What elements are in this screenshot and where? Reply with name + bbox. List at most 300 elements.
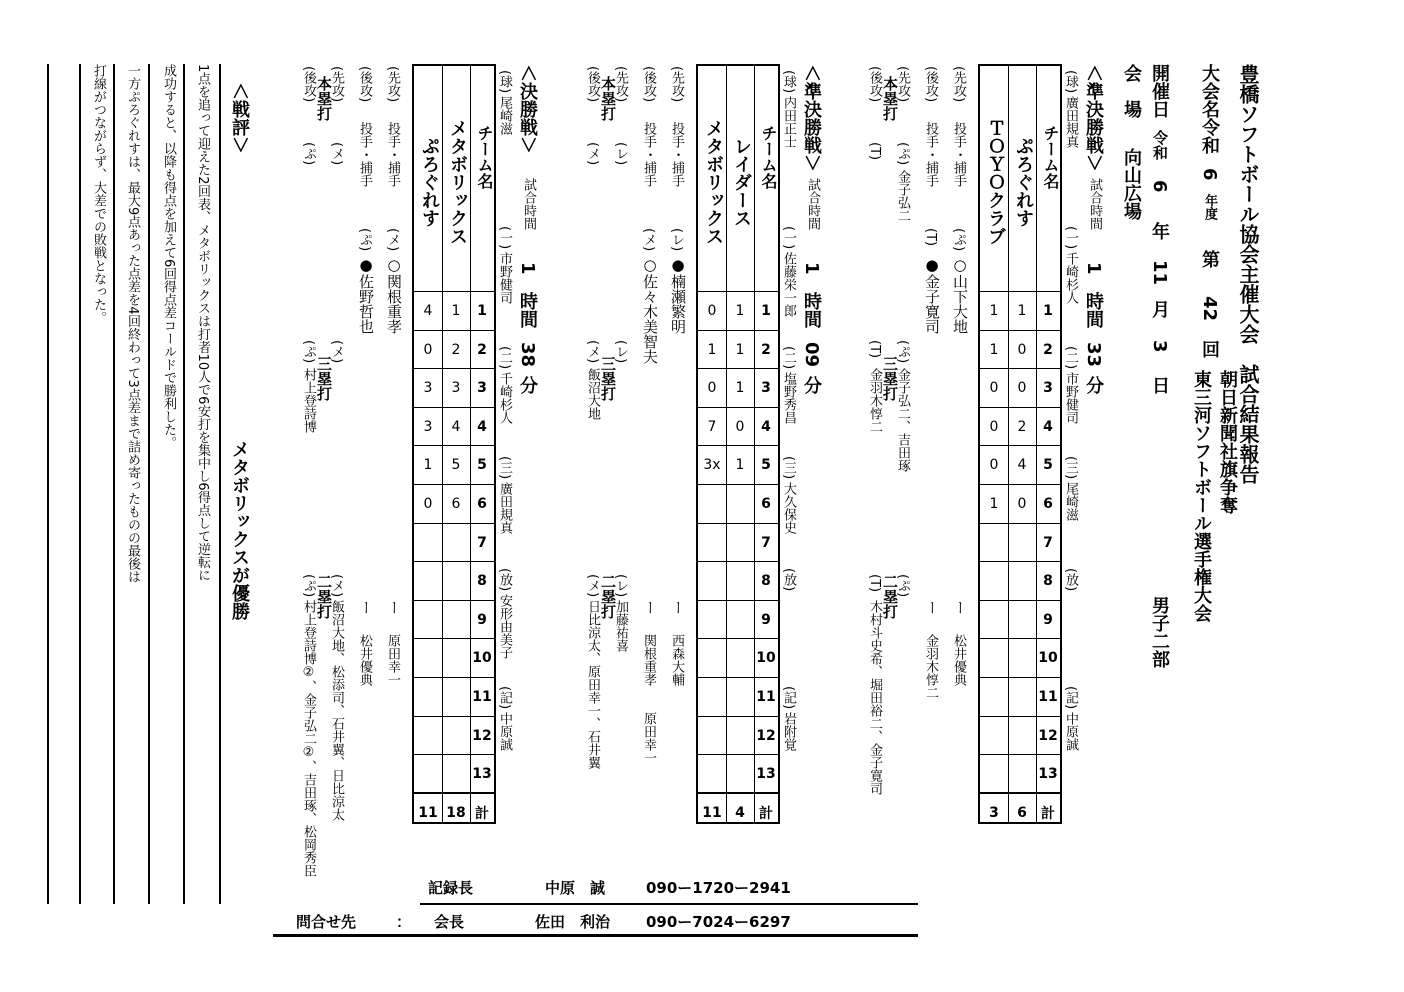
- inning-score: [726, 639, 754, 677]
- total-score: 3: [989, 804, 999, 821]
- umpire-name: 中原誠: [1063, 712, 1078, 751]
- inning-score: [698, 717, 726, 755]
- inning-number: 8: [477, 573, 487, 590]
- event-year: 6: [1199, 168, 1220, 181]
- triple-team: (ぷ): [301, 340, 316, 364]
- inning-number: 13: [472, 766, 492, 783]
- double-players: 日比涼太、原田幸一、石井翼: [585, 600, 600, 769]
- triple-team: (メ): [329, 340, 344, 364]
- inning-score: 0: [989, 380, 999, 397]
- review-rule: [113, 64, 115, 904]
- inning-score: 3x: [703, 457, 721, 474]
- battery-team: (メ): [385, 228, 400, 252]
- battery-label: 投手・捕手: [641, 122, 656, 187]
- umpire-name: 塩野秀昌: [781, 372, 796, 424]
- inning-number: 7: [1043, 534, 1053, 551]
- time-min: 38: [517, 342, 538, 368]
- inning-number: 12: [1038, 727, 1058, 744]
- catcher-name: 松井優典: [951, 634, 966, 686]
- time-label: 試合時間: [805, 178, 820, 230]
- inning-score: 5: [451, 457, 461, 474]
- inning-score: 1: [989, 341, 999, 358]
- hr-team: (メ): [585, 142, 600, 166]
- inning-number: 10: [472, 650, 492, 667]
- team-name: メタボリックス: [447, 119, 468, 245]
- review-heading: ＜戦評＞: [229, 82, 250, 154]
- inning-score: 1: [735, 457, 745, 474]
- inning-score: [698, 485, 726, 523]
- inning-score: 0: [1017, 380, 1027, 397]
- inning-score: [726, 485, 754, 523]
- inning-score: [698, 755, 726, 793]
- inning-score: [698, 639, 726, 677]
- battery-side: (先攻): [385, 66, 400, 103]
- inning-score: [726, 678, 754, 716]
- catcher-name: 原田幸一: [385, 634, 400, 686]
- event-num: 42: [1199, 296, 1220, 322]
- battery-dash: ー: [357, 600, 375, 615]
- inning-score: [414, 524, 442, 562]
- score-grid: [412, 64, 496, 824]
- inning-score: 0: [1017, 341, 1027, 358]
- umpire-role: (放): [1063, 568, 1078, 592]
- umpire-role: (二): [497, 346, 512, 370]
- inning-number: 3: [761, 380, 771, 397]
- inning-number: 10: [756, 650, 776, 667]
- review-winner: メタボリックスが優勝: [229, 440, 250, 620]
- battery-team: (ぷ): [357, 228, 372, 252]
- review-rule: [47, 64, 49, 904]
- battery-dash: ー: [923, 600, 941, 615]
- double-label: 二塁打: [881, 574, 899, 619]
- battery-side: (後攻): [641, 66, 656, 103]
- inning-number: 7: [477, 534, 487, 551]
- inning-score: [980, 524, 1008, 562]
- inning-score: [1008, 755, 1036, 793]
- event-name-1: 朝日新聞社旗争奪: [1217, 370, 1238, 514]
- inning-number: 4: [1043, 418, 1053, 435]
- umpire-name: 廣田規真: [1063, 96, 1078, 148]
- inning-score: [698, 524, 726, 562]
- inning-score: 1: [707, 341, 717, 358]
- hits-side: (後攻): [867, 66, 882, 103]
- battery-side: (先攻): [669, 66, 684, 103]
- total-score: 4: [735, 804, 745, 821]
- battery-label: 投手・捕手: [923, 122, 938, 187]
- catcher-name: 関根重孝 原田幸一: [641, 634, 656, 764]
- time-label: 試合時間: [521, 178, 536, 230]
- battery-label: 投手・捕手: [669, 122, 684, 187]
- inning-number: 6: [477, 496, 487, 512]
- time-m: 分: [801, 376, 822, 394]
- footer-rule: [420, 903, 918, 905]
- footer-rule-bold: [273, 934, 918, 937]
- inning-score: 0: [423, 496, 433, 512]
- hits-side: (後攻): [301, 66, 316, 103]
- event-year-unit: 年度: [1202, 194, 1217, 220]
- date-d: 日: [1149, 376, 1170, 394]
- inning-number: 4: [477, 418, 487, 435]
- inning-number: 9: [1043, 611, 1053, 628]
- inning-score: [414, 755, 442, 793]
- battery-label: 投手・捕手: [951, 122, 966, 187]
- round-label: ＜準決勝戦＞: [801, 64, 822, 172]
- team-header: チーム名: [475, 125, 494, 189]
- contact-label: 問合せ先: [296, 913, 357, 931]
- inning-score: 0: [707, 303, 717, 319]
- inning-score: [1008, 678, 1036, 716]
- umpire-name: 安形由美子: [497, 594, 512, 659]
- double-players: 飯沼大地、松添司、石井翼、日比涼太: [329, 600, 344, 821]
- time-h: 時間: [517, 292, 538, 328]
- review-line-3: 一方ぷろぐれすは、最大9点あった点差を4回終わって3点差まで詰め寄ったものの最後は: [125, 64, 140, 583]
- battery-label: 投手・捕手: [385, 122, 400, 187]
- umpire-name: 千崎杉人: [497, 372, 512, 424]
- umpire-role: (三): [781, 456, 796, 480]
- contact-phone: 090ー7024ー6297: [646, 913, 791, 931]
- inning-score: [414, 562, 442, 600]
- contact-name: 佐田 利治: [535, 913, 611, 931]
- venue: 向山広場: [1121, 148, 1142, 220]
- inning-score: [698, 562, 726, 600]
- date-year: 6: [1149, 180, 1170, 193]
- inning-score: 1: [735, 380, 745, 397]
- double-team: (ぷ): [301, 574, 316, 598]
- inning-number: 12: [472, 727, 492, 744]
- inning-number: 13: [1038, 766, 1058, 783]
- review-rule: [183, 64, 185, 904]
- inning-score: [442, 562, 470, 600]
- umpire-name: 佐藤栄一郎: [781, 252, 796, 317]
- pitcher-name: ○関根重孝: [385, 256, 403, 334]
- triple-team: (メ): [585, 340, 600, 364]
- inning-number: 11: [756, 689, 776, 705]
- inning-score: [414, 717, 442, 755]
- round-label: ＜決勝戦＞: [517, 64, 538, 154]
- inning-score: [442, 524, 470, 562]
- inning-score: [414, 639, 442, 677]
- double-label: 二塁打: [599, 574, 617, 619]
- review-rule: [219, 64, 221, 904]
- date-month: 11: [1149, 260, 1170, 286]
- inning-score: [1008, 524, 1036, 562]
- umpire-role: (一): [781, 226, 796, 250]
- umpire-role: (球): [1063, 70, 1078, 94]
- triple-team: (レ): [613, 340, 628, 364]
- inning-score: 1: [1017, 303, 1027, 319]
- inning-score: [726, 755, 754, 793]
- umpire-role: (放): [781, 568, 796, 592]
- umpire-name: 尾崎滋: [1063, 482, 1078, 521]
- time-hours: 1: [517, 262, 538, 275]
- inning-score: 1: [989, 496, 999, 512]
- inning-score: 0: [423, 341, 433, 358]
- triple-players: 村上登詩博: [301, 368, 316, 433]
- event-num-pre: 第: [1199, 250, 1220, 268]
- umpire-role: (二): [1063, 346, 1078, 370]
- inning-number: 10: [1038, 650, 1058, 667]
- hr-label: 本塁打: [315, 76, 333, 121]
- total-score: 6: [1017, 804, 1027, 821]
- inning-score: 3: [451, 380, 461, 397]
- battery-side: (後攻): [357, 66, 372, 103]
- date-label: 開催日: [1149, 64, 1170, 118]
- venue-label: 会 場: [1121, 64, 1142, 118]
- inning-number: 12: [756, 727, 776, 744]
- inning-score: [726, 601, 754, 639]
- report-title: 豊橋ソフトボール協会主催大会 試合結果報告: [1236, 64, 1260, 484]
- triple-label: 三塁打: [881, 356, 899, 401]
- umpire-role: (一): [1063, 226, 1078, 250]
- inning-number: 8: [761, 573, 771, 590]
- team-name: レイダース: [731, 137, 752, 227]
- battery-dash: ー: [385, 600, 403, 615]
- battery-label: 投手・捕手: [357, 122, 372, 187]
- inning-score: [726, 717, 754, 755]
- inning-score: [442, 601, 470, 639]
- triple-team: (ぷ): [895, 340, 910, 364]
- inning-score: [980, 562, 1008, 600]
- inning-score: 3: [423, 380, 433, 397]
- inning-score: 4: [451, 418, 461, 435]
- hr-team: (T): [867, 142, 882, 161]
- inning-score: [726, 524, 754, 562]
- pitcher-name: ●金子寛司: [923, 256, 941, 334]
- event-num-post: 回: [1199, 340, 1220, 358]
- triple-players: 金羽木惇二: [867, 368, 882, 433]
- total-score: 18: [446, 804, 466, 821]
- inning-score: 0: [989, 418, 999, 435]
- umpire-name: 廣田規真: [497, 482, 512, 534]
- inning-number: 4: [761, 418, 771, 435]
- inning-score: 2: [451, 341, 461, 358]
- inning-number: 5: [1043, 457, 1053, 474]
- inning-score: [980, 601, 1008, 639]
- inning-number: 6: [1043, 496, 1053, 512]
- review-rule: [79, 64, 81, 904]
- inning-score: [698, 678, 726, 716]
- inning-number: 11: [472, 689, 492, 705]
- inning-score: 1: [423, 457, 433, 474]
- inning-number: 計: [759, 805, 773, 822]
- team-name: ぷろぐれす: [1013, 137, 1034, 227]
- total-score: 11: [702, 804, 722, 821]
- hr-label: 本塁打: [881, 76, 899, 121]
- hits-side: (先攻): [613, 66, 628, 103]
- umpire-role: (球): [781, 70, 796, 94]
- inning-score: 6: [451, 496, 461, 512]
- inning-number: 計: [475, 805, 489, 822]
- inning-score: [1008, 562, 1036, 600]
- inning-score: 3: [423, 418, 433, 435]
- umpire-role: (一): [497, 226, 512, 250]
- inning-score: 0: [707, 380, 717, 397]
- inning-number: 1: [1043, 303, 1053, 319]
- time-m: 分: [517, 376, 538, 394]
- team-header: チーム名: [1041, 125, 1060, 189]
- inning-number: 2: [761, 341, 771, 358]
- umpire-name: 千崎杉人: [1063, 252, 1078, 304]
- inning-number: 1: [761, 303, 771, 319]
- inning-score: 7: [707, 418, 717, 435]
- umpire-name: 岩附覚: [781, 712, 796, 751]
- triple-label: 三塁打: [315, 356, 333, 401]
- team-name: ＴＯＹＯクラブ: [985, 119, 1006, 245]
- inning-score: [1008, 601, 1036, 639]
- triple-players: 金子弘二、吉田琢: [895, 368, 910, 472]
- inning-number: 8: [1043, 573, 1053, 590]
- triple-players: 飯沼大地: [585, 368, 600, 420]
- inning-number: 5: [761, 457, 771, 474]
- inning-score: 4: [423, 303, 433, 319]
- time-min: 09: [801, 342, 822, 368]
- event-name-2: 東三河ソフトボール選手権大会: [1191, 370, 1212, 622]
- triple-label: 三塁打: [599, 356, 617, 401]
- umpire-name: 市野健司: [497, 252, 512, 304]
- battery-team: (T): [923, 228, 938, 247]
- inning-score: [980, 678, 1008, 716]
- column-rule: [470, 66, 471, 822]
- inning-number: 9: [477, 611, 487, 628]
- hr-label: 本塁打: [599, 76, 617, 121]
- double-team: (メ): [329, 574, 344, 598]
- umpire-role: (放): [497, 568, 512, 592]
- inning-score: [980, 755, 1008, 793]
- event-label: 大会名: [1199, 64, 1220, 118]
- inning-number: 計: [1041, 805, 1055, 822]
- umpire-role: (記): [497, 686, 512, 710]
- inning-score: [1008, 639, 1036, 677]
- inning-score: [414, 678, 442, 716]
- inning-score: [980, 639, 1008, 677]
- battery-side: (先攻): [951, 66, 966, 103]
- inning-score: [442, 717, 470, 755]
- date-era: 令和: [1151, 130, 1169, 160]
- inning-score: 1: [735, 341, 745, 358]
- battery-team: (レ): [669, 228, 684, 252]
- inning-score: 1: [989, 303, 999, 319]
- umpire-role: (記): [1063, 686, 1078, 710]
- hr-players: 金子弘二: [895, 170, 910, 222]
- column-rule: [1036, 66, 1037, 822]
- umpire-role: (三): [497, 456, 512, 480]
- umpire-role: (二): [781, 346, 796, 370]
- date-y: 年: [1149, 222, 1170, 240]
- time-min: 33: [1083, 342, 1104, 368]
- round-label: ＜準決勝戦＞: [1083, 64, 1104, 172]
- catcher-name: 金羽木惇二: [923, 634, 938, 699]
- inning-score: 1: [451, 303, 461, 319]
- hr-team: (メ): [329, 142, 344, 166]
- catcher-name: 松井優典: [357, 634, 372, 686]
- umpire-name: 尾崎滋: [497, 96, 512, 135]
- time-h: 時間: [1083, 292, 1104, 328]
- double-team: (レ): [613, 574, 628, 598]
- triple-team: (T): [867, 340, 882, 359]
- inning-number: 13: [756, 766, 776, 783]
- inning-score: [442, 755, 470, 793]
- inning-score: [414, 601, 442, 639]
- double-players: 加藤祐喜: [613, 600, 628, 652]
- inning-score: [1008, 717, 1036, 755]
- time-h: 時間: [801, 292, 822, 328]
- umpire-name: 内田正士: [781, 96, 796, 148]
- inning-number: 3: [477, 380, 487, 397]
- umpire-name: 中原誠: [497, 712, 512, 751]
- double-players: 木村斗史希、堀田裕二、金子寛司: [867, 600, 882, 795]
- recorder-label: 記録長: [428, 879, 474, 897]
- review-line-4: 打線がつながらず、大差での敗戦となった。: [91, 64, 106, 324]
- inning-score: 0: [1017, 496, 1027, 512]
- recorder-name: 中原 誠: [545, 879, 606, 897]
- review-line-2: 成功すると、以降も得点を加えて6回得点差コールドで勝利した。: [161, 64, 176, 450]
- umpire-name: 大久保史: [781, 482, 796, 534]
- pitcher-name: ○山下大地: [951, 256, 969, 334]
- hr-team: (レ): [613, 142, 628, 166]
- time-hours: 1: [801, 262, 822, 275]
- inning-score: [442, 678, 470, 716]
- contact-colon: ：: [396, 913, 412, 931]
- division: 男子二部: [1149, 596, 1170, 668]
- total-score: 11: [418, 804, 438, 821]
- pitcher-name: ●楠瀬繁明: [669, 256, 687, 334]
- hits-side: (後攻): [585, 66, 600, 103]
- umpire-role: (球): [497, 70, 512, 94]
- team-name: メタボリックス: [703, 119, 724, 245]
- double-label: 二塁打: [315, 574, 333, 619]
- inning-score: 1: [735, 303, 745, 319]
- team-name: ぷろぐれす: [419, 137, 440, 227]
- inning-score: [726, 562, 754, 600]
- inning-number: 1: [477, 303, 487, 319]
- inning-score: [980, 717, 1008, 755]
- hits-side: (先攻): [329, 66, 344, 103]
- inning-score: 4: [1017, 457, 1027, 474]
- hits-side: (先攻): [895, 66, 910, 103]
- double-players: 村上登詩博②、金子弘二②、吉田琢、松岡秀臣: [301, 600, 316, 877]
- umpire-name: 市野健司: [1063, 372, 1078, 424]
- inning-score: [442, 639, 470, 677]
- inning-score: 0: [989, 457, 999, 474]
- double-team: (メ): [585, 574, 600, 598]
- date-m: 月: [1149, 300, 1170, 318]
- inning-number: 7: [761, 534, 771, 551]
- review-line-1: 1点を追って迎えた2回表、メタボリックスは打者10人で6安打を集中し6得点して逆転に: [195, 64, 210, 582]
- catcher-name: 西森大輔: [669, 634, 684, 686]
- time-m: 分: [1083, 376, 1104, 394]
- time-hours: 1: [1083, 262, 1104, 275]
- inning-number: 3: [1043, 380, 1053, 397]
- battery-side: (後攻): [923, 66, 938, 103]
- umpire-role: (三): [1063, 456, 1078, 480]
- inning-number: 2: [1043, 341, 1053, 358]
- inning-number: 2: [477, 341, 487, 358]
- inning-number: 9: [761, 611, 771, 628]
- inning-score: [698, 601, 726, 639]
- battery-dash: ー: [669, 600, 687, 615]
- column-rule: [754, 66, 755, 822]
- inning-score: 0: [735, 418, 745, 435]
- umpire-role: (記): [781, 686, 796, 710]
- inning-score: 2: [1017, 418, 1027, 435]
- double-team: (ぷ): [895, 574, 910, 598]
- score-grid: [978, 64, 1062, 824]
- battery-team: (ぷ): [951, 228, 966, 252]
- inning-number: 5: [477, 457, 487, 474]
- pitcher-name: ●佐野哲也: [357, 256, 375, 334]
- hr-team: (ぷ): [301, 142, 316, 166]
- event-era: 令和: [1199, 118, 1220, 154]
